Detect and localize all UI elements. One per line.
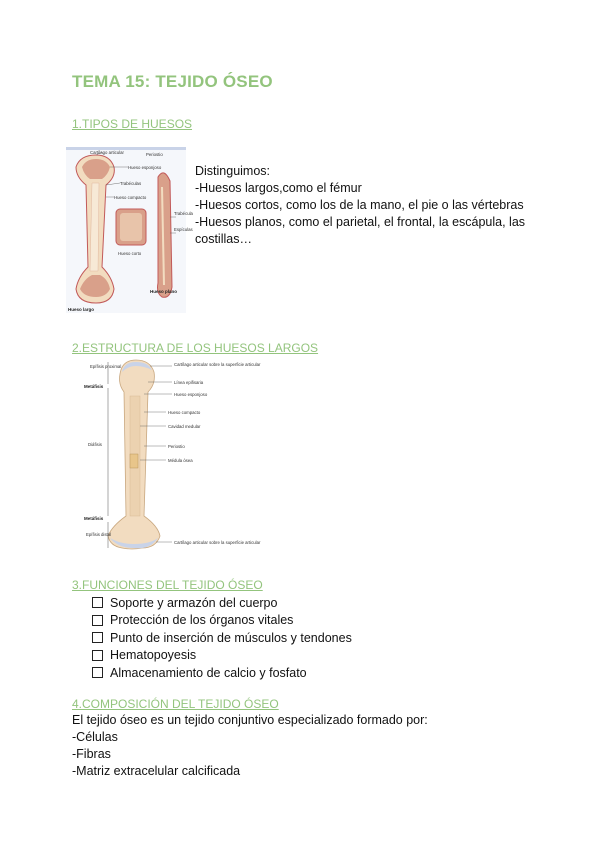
page-title: TEMA 15: TEJIDO ÓSEO [72, 72, 273, 91]
label-hueso-compacto: Hueso compacto [168, 410, 201, 415]
composicion-intro: El tejido óseo es un tejido conjuntivo especializado formado por: [72, 713, 428, 727]
label-epifisis-distal: Epífisis distal [86, 532, 112, 537]
tipos-line-planos: -Huesos planos, como el parietal, el frontal, la escápula, las [195, 215, 526, 229]
section-heading-funciones: 3.FUNCIONES DEL TEJIDO ÓSEO [72, 578, 263, 592]
label-hueso-esponjoso: Hueso esponjoso [174, 392, 208, 397]
label-hueso-largo: Hueso largo [68, 307, 95, 312]
label-esponjoso: Hueso esponjoso [128, 165, 162, 170]
long-bone-structure-figure [78, 356, 278, 556]
tipos-line-costillas: costillas… [195, 232, 252, 246]
composicion-line-celulas: -Células [72, 730, 118, 744]
tipos-line-largos: -Huesos largos,como el fémur [195, 181, 362, 195]
composicion-line-fibras: -Fibras [72, 747, 111, 761]
checklist-item: Protección de los órganos vitales [92, 612, 352, 630]
section-heading-estructura: 2.ESTRUCTURA DE LOS HUESOS LARGOS [72, 341, 319, 355]
checkbox-icon[interactable] [92, 615, 103, 626]
label-espiculas: Espículas [174, 227, 193, 232]
section-heading-composicion: 4.COMPOSICIÓN DEL TEJIDO ÓSEO [72, 697, 279, 711]
section-heading-tipos: 1.TIPOS DE HUESOS [72, 117, 193, 131]
checklist-item: Soporte y armazón del cuerpo [92, 594, 352, 612]
label-diafisis: Diáfisis [88, 442, 102, 447]
checklist-item: Hematopoyesis [92, 647, 352, 665]
label-trabeculas: Trabéculas [120, 181, 142, 186]
label-metafisis-inferior: Metáfisis [84, 516, 104, 521]
label-cartilago-distal: Cartílago articular sobre la superficie articular [174, 540, 261, 545]
label-cavidad-medular: Cavidad medular [168, 424, 201, 429]
composicion-line-matriz: -Matriz extracelular calcificada [72, 764, 241, 778]
label-metafisis-superior: Metáfisis [84, 384, 104, 389]
checklist-item: Almacenamiento de calcio y fosfato [92, 664, 352, 682]
label-hueso-corto: Hueso corto [118, 251, 142, 256]
label-epifisis-proximal: Epífisis proximal [90, 364, 122, 369]
bone-types-figure [66, 147, 193, 313]
checkbox-icon[interactable] [92, 650, 103, 661]
label-periostio: Periostio [168, 444, 185, 449]
label-cartilago: Cartílago articular [90, 150, 124, 155]
label-linea-epifisaria: Línea epifisaria [174, 380, 204, 385]
label-compacto: Hueso compacto [114, 195, 147, 200]
funciones-checklist [92, 594, 352, 682]
label-hueso-plano: Hueso plano [150, 289, 178, 294]
label-periostio: Periostio [146, 152, 163, 157]
checkbox-icon[interactable] [92, 667, 103, 678]
tipos-intro: Distinguimos: [195, 164, 271, 178]
checkbox-icon[interactable] [92, 597, 103, 608]
tipos-line-cortos: -Huesos cortos, como los de la mano, el pie o las vértebras [195, 198, 524, 212]
label-medula-osea: Médula ósea [168, 458, 193, 463]
checklist-item: Punto de inserción de músculos y tendones [92, 629, 352, 647]
label-trabecula: Trabécula [174, 211, 193, 216]
checkbox-icon[interactable] [92, 632, 103, 643]
label-cartilago-proximal: Cartílago articular sobre la superficie articular [174, 362, 261, 367]
